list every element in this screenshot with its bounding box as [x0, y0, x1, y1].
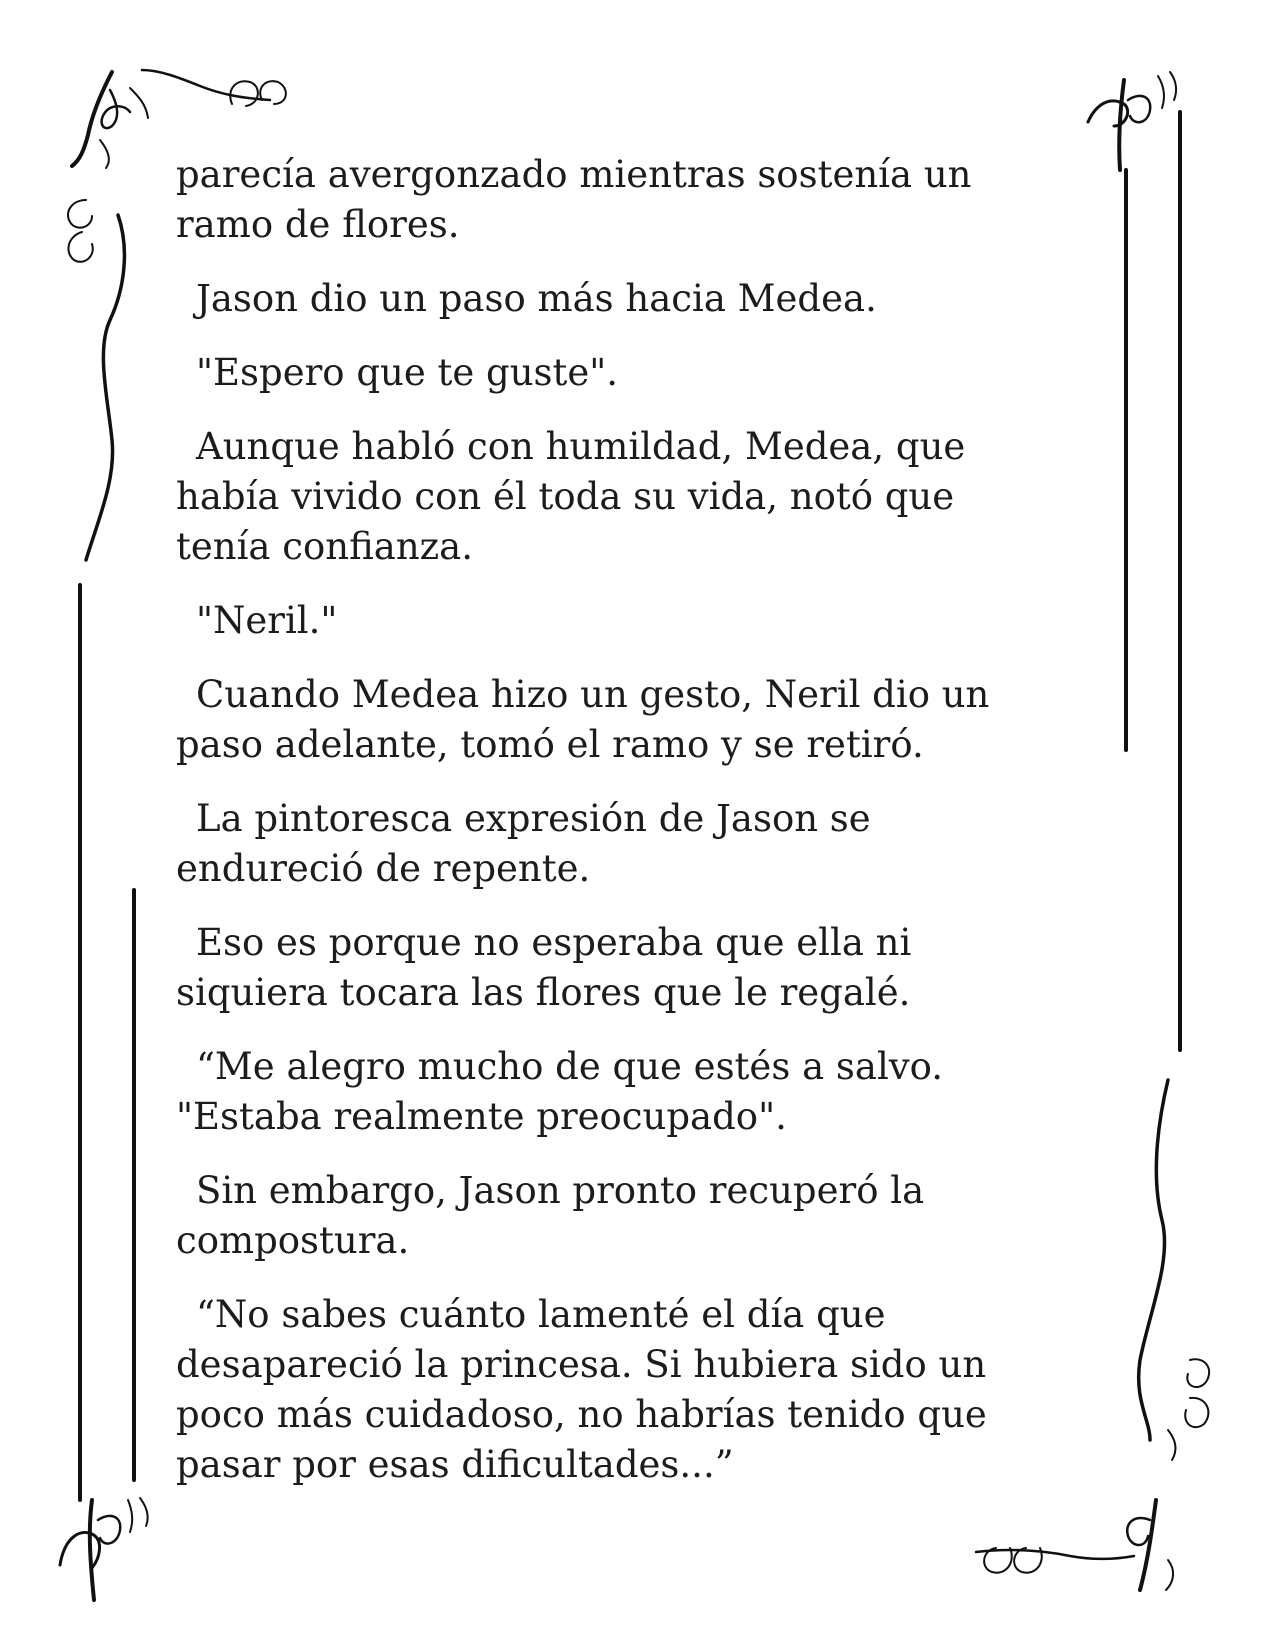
paragraph: Eso es porque no esperaba que ella ni siquiera tocara las flores que le regalé. [176, 921, 924, 1014]
paragraph: “Me alegro mucho de que estés a salvo. "Estaba realmente preocupado". [176, 1045, 955, 1138]
bottom-left-flourish-icon [60, 1498, 148, 1600]
top-right-flourish-icon [1088, 72, 1176, 170]
paragraph: "Espero que te guste". [196, 351, 619, 394]
paragraph: Cuando Medea hizo un gesto, Neril dio un paso adelante, tomó el ramo y se retiró. [176, 673, 1002, 766]
paragraph: “No sabes cuánto lamenté el día que desapareció la princesa. Si hubiera sido un poco más cuidadoso, no habrías tenido que pasar por esas dificultades...” [176, 1293, 999, 1486]
page-text [176, 150, 1016, 1514]
paragraph: La pintoresca expresión de Jason se endureció de repente. [176, 797, 883, 890]
paragraph: Sin embargo, Jason pronto recuperó la compostura. [176, 1169, 936, 1262]
paragraph: Jason dio un paso más hacia Medea. [196, 277, 877, 320]
paragraph: parecía avergonzado mientras sostenía un ramo de flores. [176, 153, 984, 246]
paragraph: Aunque habló con humildad, Medea, que había vivido con él toda su vida, notó que tenía confianza. [176, 425, 978, 568]
paragraph: "Neril." [196, 599, 338, 642]
